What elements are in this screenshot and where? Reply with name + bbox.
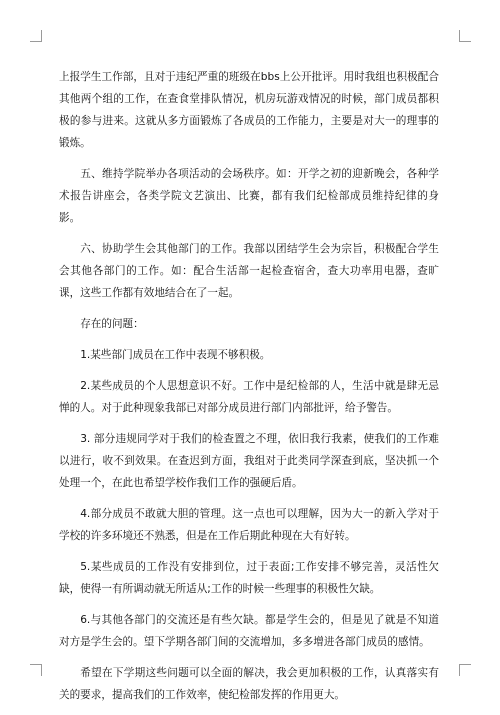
paragraph-conclusion: 希望在下学期这些问题可以全面的解决，我会更加积极的工作，认真落实有关的要求，提高我们的工作效率，使纪检部发挥的作用更大。 xyxy=(59,667,439,701)
paragraph-problems-heading: 存在的问题： xyxy=(80,318,144,330)
paragraph-problem-5: 5.某些成员的工作没有安排到位，过于表面;工作安排不够完善，灵活性欠缺，使得一有所调动就无所适从;工作的时候一些理事的积极性欠缺。 xyxy=(59,561,439,595)
paragraph-continuation: 上报学生工作部，且对于违纪严重的班级在bbs上公开批评。用时我组也积极配合其他两个组的工作，在查食堂排队情况，机房玩游戏情况的时候，部门成员都积极的参与进来。这就从多方面锻炼了各成员的工作能力，主要是对大一的理事的锻炼。 xyxy=(59,71,439,149)
crop-mark-top-right xyxy=(459,30,471,42)
crop-mark-bottom-left xyxy=(30,664,42,676)
paragraph-problem-3: 3. 部分违规同学对于我们的检查置之不理，依旧我行我素，使我们的工作难以进行，收不到效果。在查迟到方面，我组对于此类同学深查到底，坚决抓一个处理一个，在此也希望学校作我们工作的强硬后盾。 xyxy=(59,433,439,489)
paragraph-problem-6: 6.与其他各部门的交流还是有些欠缺。都是学生会的，但是见了就是不知道对方是学生会的。望下学期各部门间的交流增加，多多增进各部门成员的感情。 xyxy=(59,614,439,648)
paragraph-problem-4: 4.部分成员不敢就大胆的管理。这一点也可以理解，因为大一的新入学对于学校的许多环境还不熟悉，但是在工作后期此种现在大有好转。 xyxy=(59,508,439,542)
paragraph-item-five: 五、维持学院举办各项活动的会场秩序。如：开学之初的迎新晚会，各种学术报告讲座会，各类学院文艺演出、比赛，都有我们纪检部成员维持纪律的身影。 xyxy=(59,168,439,224)
crop-mark-top-left xyxy=(30,30,42,42)
crop-mark-bottom-right xyxy=(459,664,471,676)
paragraph-problem-2: 2.某些成员的个人思想意识不好。工作中是纪检部的人，生活中就是肆无忌惮的人。对于此种现象我部已对部分成员进行部门内部批评，给予警告。 xyxy=(59,380,439,414)
document-body xyxy=(59,66,439,715)
paragraph-item-six: 六、协助学生会其他部门的工作。我部以团结学生会为宗旨，积极配合学生会其他各部门的工作。如：配合生活部一起检查宿舍，查大功率用电器，查旷课，这些工作都有效地结合在了一起。 xyxy=(59,243,439,299)
paragraph-problem-1: 1.某些部门成员在工作中表现不够积极。 xyxy=(80,349,271,361)
